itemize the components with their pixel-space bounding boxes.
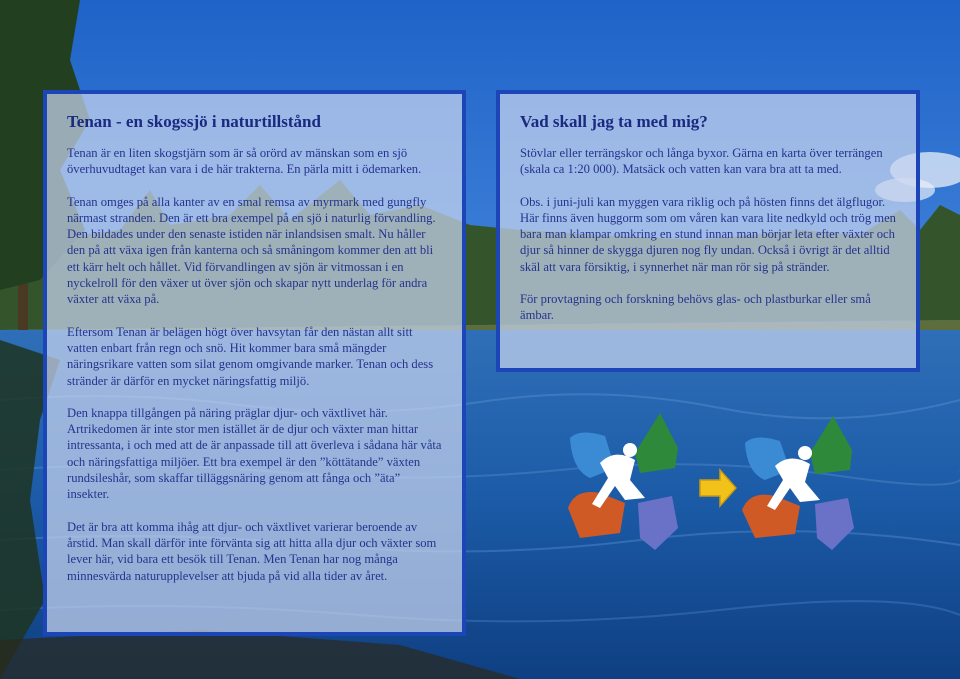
paragraph-equipment: Stövlar eller terrängskor och långa byxor. Gärna en karta över terrängen (skala ca 1:20 000). Matsäck och vatten kan vara bra att ta med. (520, 146, 883, 177)
paragraph-sampling: För provtagning och forskning behövs glas- och plastburkar eller små ämbar. (520, 292, 871, 323)
packing-advice-title: Vad skall jag ta med mig? (520, 112, 708, 131)
paragraph-seasons: Det är bra att komma ihåg att djur- och växtlivet varierar beroende av årstid. Man skall därför inte förvänta sig att hitta alla djur och växter som lever här, vid bara ett besök till Tenan. Men Tenan har nog många minnesvärda naturupplevelser att bjuda på vid alla tider av året. (67, 519, 437, 583)
nature-puzzle-logos (560, 408, 870, 558)
nature-puzzle-logo (742, 416, 854, 550)
nature-puzzle-logo (568, 413, 678, 550)
paragraph-warnings: Obs. i juni-juli kan myggen vara riklig och på hösten finns det älgflugor. Här finns även huggorm som om våren kan vara lite nedkyld och trög men bara man klampar omkring en stund innan man börjar leta efter växter och djur så hinner de skygga djuren nog fly undan. Också i övrigt är det alltid skäl att vara försiktig, i synnerhet när man rör sig på stränder. (520, 194, 896, 274)
paragraph-water-source: Eftersom Tenan är belägen högt över havsytan får den nästan allt sitt vatten enbart från regn och snö. Hit kommer bara små mängder näringsrikare vatten som silat genom omgivande marker. Tenan och dess stränder är därför en mycket näringsfattig miljö. (67, 324, 434, 388)
arrow-right-icon (700, 470, 736, 506)
paragraph-flora-fauna: Den knappa tillgången på näring präglar djur- och växtlivet här. Artrikedomen är inte stor men istället är de djur och växter man hittar intressanta, i och med att de är anpassade till att överleva i sådana här våta och näringsfattiga miljöer. Ett bra exempel är den ”köttätande” växten rundsileshår, som skaffar tilläggsnäring genom att fånga och ”äta” insekter. (67, 405, 442, 502)
paragraph-formation: Tenan omges på alla kanter av en smal remsa av myrmark med gungfly närmast stranden. Den är ett bra exempel på en sjö i naturlig förvandling. Den bildades under den senaste istiden när inlandsisen smalt. Nu håller den på att växa igen från kanterna och så småningom kommer den att bli ett kärr helt och hållet. Vid förvandlingen av sjön är vitmossan i en nyckelroll för den växer ut över sjön och skapar nytt underlag för andra växter att växa på. (67, 194, 436, 307)
packing-advice-panel (496, 90, 920, 372)
paragraph-intro: Tenan är en liten skogstjärn som är så orörd av mänskan som en sjö överhuvudtaget kan vara i de här trakterna. En pärla mitt i ödemarken. (67, 146, 422, 177)
lake-description-panel (43, 90, 466, 636)
lake-description-title: Tenan - en skogssjö i naturtillstånd (67, 112, 321, 131)
